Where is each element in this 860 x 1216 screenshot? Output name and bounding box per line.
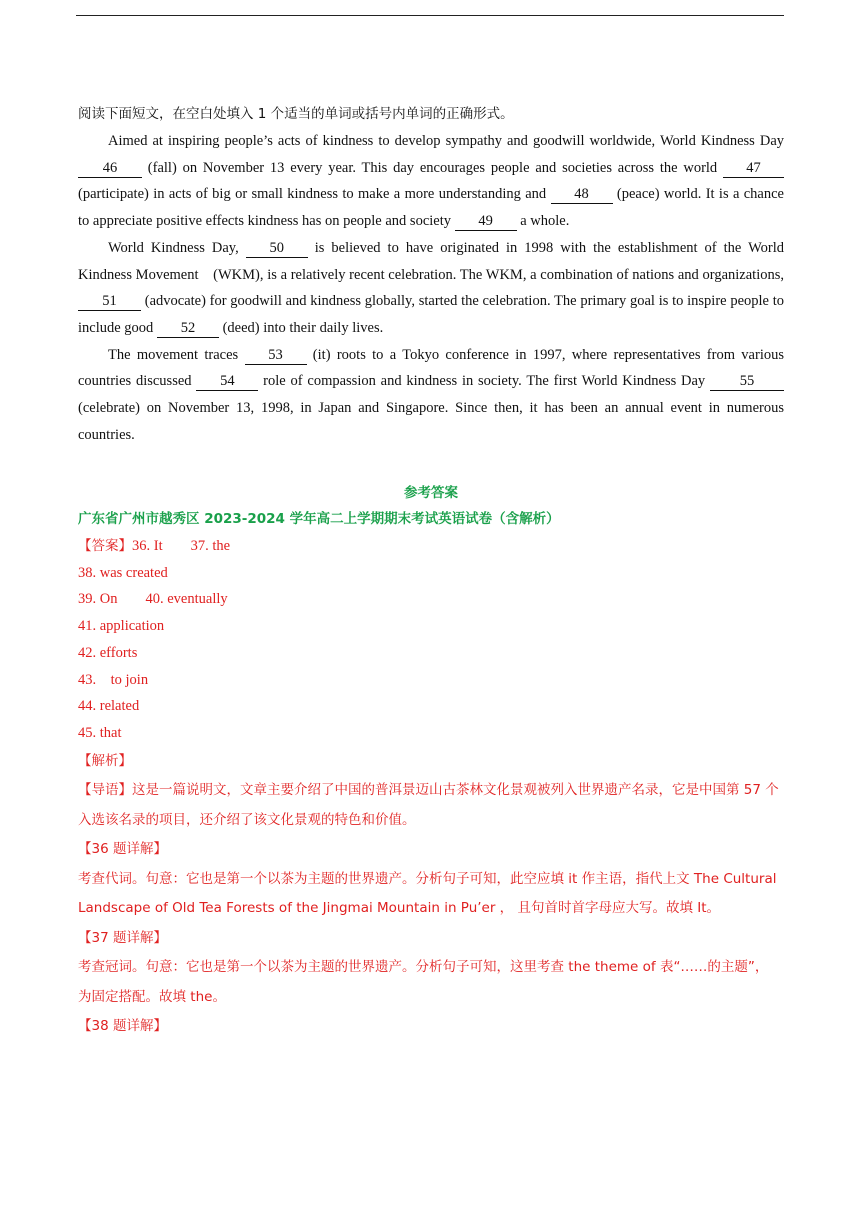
passage-text: (celebrate) on November 13, 1998, in Japan and Singapore. Since then, it has been an annual event in numerous countries. [78, 400, 784, 443]
answer-38: 38. was created [78, 564, 168, 581]
answer-36: 36. It [132, 538, 163, 554]
instruction-text: 阅读下面短文，在空白处填入 1 个适当的单词或括号内单词的正确形式。 [78, 106, 514, 122]
answer-tag: 【答案】 [78, 538, 132, 554]
blank-49: 49 [455, 213, 517, 231]
passage-text: World Kindness Day, [108, 239, 246, 256]
passage-text: a whole. [516, 213, 570, 230]
passage-text: (deed) into their daily lives. [218, 319, 384, 336]
answer-line [78, 533, 784, 560]
header-rule [76, 15, 784, 16]
blank-55: 55 [710, 373, 784, 391]
passage-text: Aimed at inspiring people’s acts of kindness to develop sympathy and goodwill worldwide, World Kindness Day [108, 133, 784, 149]
analysis-tag: 【解析】 [78, 752, 132, 769]
answer-42: 42. efforts [78, 644, 138, 661]
passage-paragraph-1 [78, 128, 784, 235]
answer-44: 44. related [78, 698, 140, 715]
exercise-section [78, 101, 784, 448]
passage-text: (it) roots to a Tokyo conference in 1997, where representatives from various countries discussed [78, 346, 784, 390]
answer-39: 39. On [78, 591, 118, 608]
q37-explanation: 考查冠词。句意：它也是第一个以茶为主题的世界遗产。分析句子可知，这里考查 the theme of 表“……的主题”， 为固定搭配。故填 the。 [78, 959, 769, 1005]
passage-paragraph-2 [78, 235, 784, 342]
answer-40: 40. eventually [145, 591, 228, 608]
blank-48: 48 [551, 186, 613, 204]
passage-text: (participate) in acts of big or small kindness to make a more understanding and [78, 186, 551, 203]
q36-explanation: 考查代词。句意：它也是第一个以茶为主题的世界遗产。分析句子可知，此空应填 it 作主语，指代上文 The Cultural Landscape of Old Tea Forests of the Jingmai Mountain in Pu’er ， 且句首时首字母应大写。故填 It。 [78, 870, 777, 917]
answer-41: 41. application [78, 618, 165, 635]
blank-50: 50 [246, 240, 308, 258]
q37-heading: 【37 题详解】 [78, 929, 167, 946]
answer-43: 43. to join [78, 671, 149, 688]
guide-text: 【导语】这是一篇说明文，文章主要介绍了中国的普洱景迈山古茶林文化景观被列入世界遗产名录，它是中国第 57 个入选该名录的项目，还介绍了该文化景观的特色和价值。 [78, 782, 779, 828]
passage-paragraph-3 [78, 342, 784, 449]
reference-answer-title: 参考答案 [404, 485, 458, 501]
blank-53: 53 [245, 347, 307, 365]
q36-heading: 【36 题详解】 [78, 841, 167, 858]
answer-section [78, 480, 784, 1042]
answer-line [78, 586, 784, 613]
q38-heading: 【38 题详解】 [78, 1018, 167, 1035]
passage-text: (advocate) for goodwill and kindness globally, started the celebration. The primary goal is to inspire people to include good [78, 293, 784, 336]
answer-45: 45. that [78, 724, 122, 741]
passage-text: is believed to have originated in 1998 with the establishment of the World Kindness Movement (WKM), is a relatively recent celebration. The WKM, a combination of nations and organizations, [78, 239, 784, 283]
blank-54: 54 [196, 373, 258, 391]
passage-text: (fall) on November 13 every year. This day encourages people and societies across the world [142, 159, 723, 176]
passage-text: role of compassion and kindness in society. The first World Kindness Day [258, 373, 710, 390]
blank-46: 46 [78, 160, 142, 178]
passage-text: (peace) world. It is a chance to appreciate positive effects kindness has on people and society [78, 186, 784, 230]
answer-37: 37. the [190, 538, 231, 554]
blank-52: 52 [157, 320, 219, 338]
blank-47: 47 [723, 160, 784, 178]
blank-51: 51 [78, 293, 141, 311]
source-title: 广东省广州市越秀区 2023-2024 学年高二上学期期末考试英语试卷（含解析） [78, 511, 560, 527]
passage-text: The movement traces [108, 346, 245, 363]
